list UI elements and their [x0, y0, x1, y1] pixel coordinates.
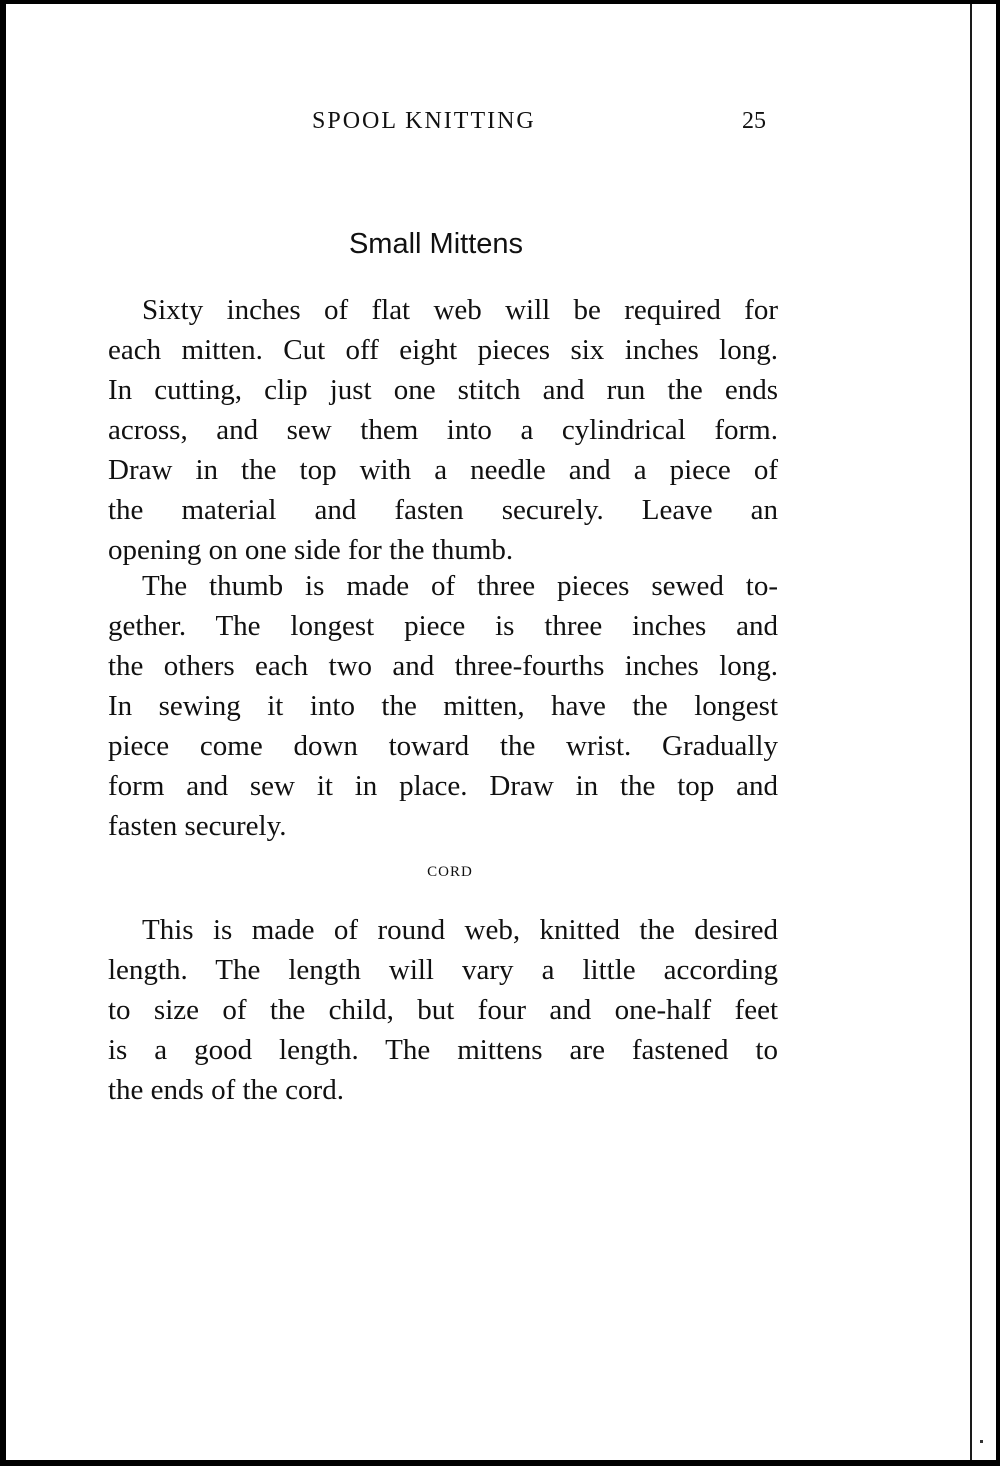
text-line: is a good length. The mittens are fastened to: [108, 1034, 778, 1066]
text-line: gether. The longest piece is three inches and: [108, 610, 778, 642]
text-line: Sixty inches of flat web will be required for: [142, 294, 778, 326]
text-line: to size of the child, but four and one-half feet: [108, 994, 778, 1026]
text-line: The thumb is made of three pieces sewed to-: [142, 570, 778, 602]
text-line: the material and fasten securely. Leave an: [108, 494, 778, 526]
text-line: This is made of round web, knitted the desired: [142, 914, 778, 946]
text-line: Draw in the top with a needle and a piece of: [108, 454, 778, 486]
book-page: [6, 4, 970, 1460]
text-line: the others each two and three-fourths inches long.: [108, 650, 778, 682]
text-line: the ends of the cord.: [108, 1074, 344, 1106]
text-line: length. The length will vary a little according: [108, 954, 778, 986]
text-line: form and sew it in place. Draw in the top and: [108, 770, 778, 802]
text-line: across, and sew them into a cylindrical form.: [108, 414, 778, 446]
text-line: piece come down toward the wrist. Gradually: [108, 730, 778, 762]
subsection-title: CORD: [427, 864, 473, 880]
text-line: each mitten. Cut off eight pieces six inches long.: [108, 334, 778, 366]
running-title: SPOOL KNITTING: [312, 108, 536, 134]
scan-speck: [980, 1440, 983, 1443]
page-number: 25: [742, 108, 766, 134]
text-line: opening on one side for the thumb.: [108, 534, 514, 566]
page-edge: [970, 4, 996, 1460]
page-header: [6, 108, 970, 140]
text-line: In cutting, clip just one stitch and run the ends: [108, 374, 778, 406]
text-line: In sewing it into the mitten, have the longest: [108, 690, 778, 722]
section-title: Small Mittens: [348, 228, 524, 260]
text-line: fasten securely.: [108, 810, 287, 842]
